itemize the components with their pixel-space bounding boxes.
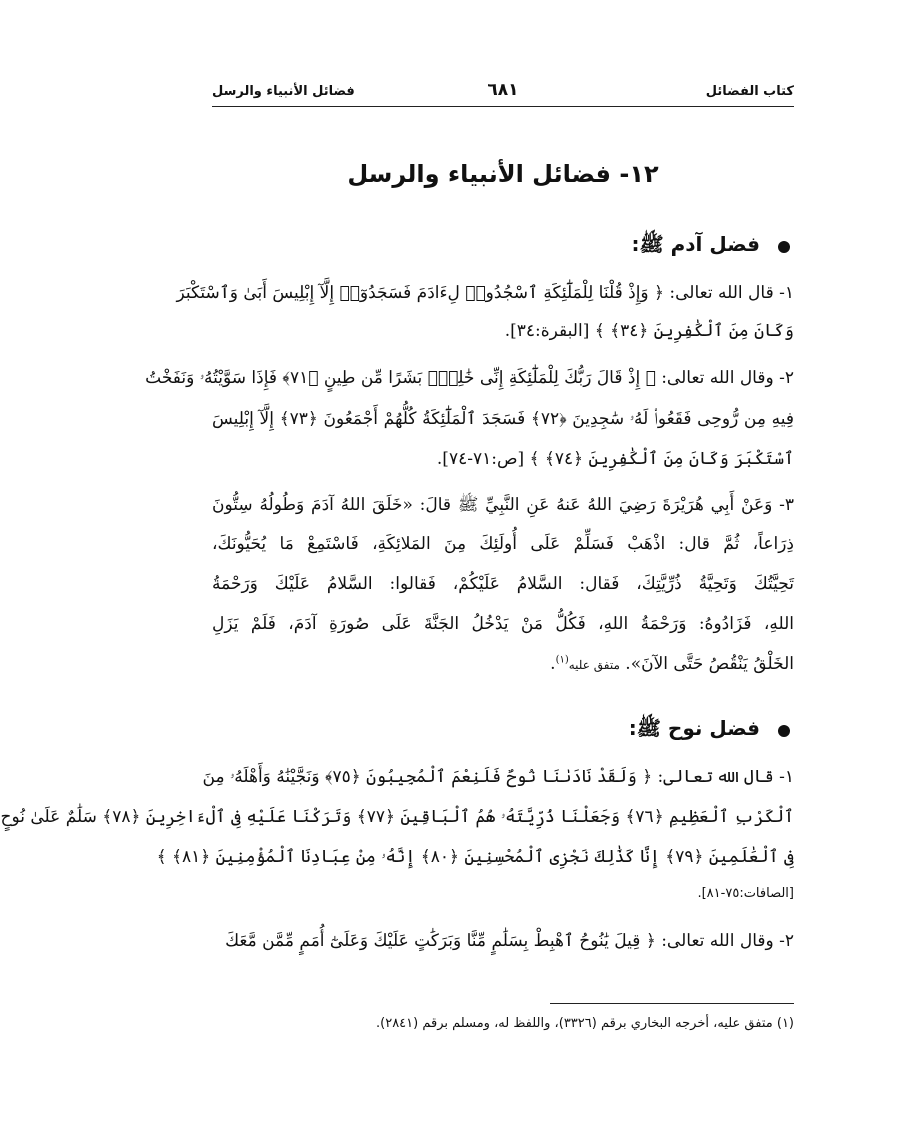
page-number: ٦٨١ (487, 80, 519, 100)
section-heading-adam (208, 232, 790, 261)
item-adam-2 (145, 368, 794, 488)
text-line: [الصافات:٧٥-٨١]. (697, 886, 794, 901)
section-heading-text: فضل آدم ﷺ: (631, 232, 760, 256)
hadith-end: الخَلْقُ يَنْقُصُ حَتَّى الآنَ». (625, 654, 794, 674)
item-noah-1 (0, 766, 794, 926)
text-line: ٢- وقال الله تعالى: ﴿ إِذْ قَالَ رَبُّكَ لِلْمَلَٰٓئِكَةِ إِنِّى خَٰلِقٌۢ بَشَرًا مِّن طِينٍ ﴿٧١﴾ فَإِذَا سَوَّيْتُهُۥ وَنَفَخْتُ (145, 368, 794, 388)
agreed-label: متفق عليه (568, 658, 620, 672)
section-heading-text: فضل نوح ﷺ: (628, 716, 760, 740)
footnote: (١) متفق عليه، أخرجه البخاري برقم (٣٣٢٦)، واللفظ له، ومسلم برقم (٢٨٤١). (376, 1016, 794, 1031)
text-line: تَحِيَّتُكَ وَتَحِيَّةُ ذُرِّيَّتِكَ، فَقال: السَّلامُ عَلَيْكُمْ، فَقالوا: السَّلامُ عَلَيْكَ وَرَحْمَةُ (212, 574, 794, 594)
text-line: ١- قال الله تعالى: ﴿ وَلَقَدْ نَادَىٰنَا نُوحٌ فَلَنِعْمَ ٱلْمُجِيبُونَ ﴿٧٥﴾ وَنَجَّيْنَٰهُ وَأَهْلَهُۥ مِنَ (202, 767, 794, 787)
section-heading-noah (208, 716, 790, 745)
item-adam-1 (176, 282, 794, 362)
section-title: فضائل الأنبياء والرسل (212, 84, 355, 99)
footnote-marker: (١) (555, 654, 569, 666)
text-line: فِى ٱلْعَٰلَمِينَ ﴿٧٩﴾ إِنَّا كَذَٰلِكَ نَجْزِى ٱلْمُحْسِنِينَ ﴿٨٠﴾ إِنَّهُۥ مِنْ عِبَادِنَا ٱلْمُؤْمِنِينَ ﴿٨١﴾ ﴾ (156, 847, 794, 867)
footnote-rule (550, 1003, 794, 1004)
text-line: ذِرَاعاً، ثُمَّ قال: اذْهَبْ فَسَلِّمْ عَلَى أُولَئِكَ مِنَ المَلائِكَةِ، فَاسْتَمِعْ مَا يُحَيُّونَكَ، (212, 534, 794, 554)
text-line: ٱلْكَرْبِ ٱلْعَظِيمِ ﴿٧٦﴾ وَجَعَلْنَا ذُرِّيَّتَهُۥ هُمُ ٱلْبَاقِينَ ﴿٧٧﴾ وَتَرَكْنَا عَلَيْهِ فِى ٱلْءَاخِرِينَ ﴿٧٨﴾ سَلَٰمٌ عَلَىٰ نُوحٍ (0, 807, 794, 827)
item-noah-2 (212, 930, 794, 970)
running-head (212, 80, 794, 107)
bullet-icon (778, 241, 790, 253)
text-line: وَكَانَ مِنَ ٱلْكَٰفِرِينَ ﴿٣٤﴾ ﴾ [البقرة:٣٤]. (504, 321, 794, 341)
text-line: ١- قال الله تعالى: ﴿ وَإِذْ قُلْنَا لِلْمَلَٰٓئِكَةِ ٱسْجُدُوا۟ لِءَادَمَ فَسَجَدُوٓا۟ إِلَّآ إِبْلِيسَ أَبَىٰ وَٱسْتَكْبَرَ (176, 283, 794, 303)
text-line: اللهِ، فَزَادُوهُ: وَرَحْمَةُ اللهِ، فَكُلُّ مَنْ يَدْخُلُ الجَنَّةَ عَلَى صُورَةِ آدَمَ، فَلَمْ يَزَلِ (212, 614, 794, 634)
text-line: ٱسْتَكْبَرَ وَكَانَ مِنَ ٱلْكَٰفِرِينَ ﴿٧٤﴾ ﴾ [ص:٧١-٧٤]. (436, 449, 794, 469)
text-line: فِيهِ مِن رُّوحِى فَقَعُوا۟ لَهُۥ سَٰجِدِينَ ﴿٧٢﴾ فَسَجَدَ ٱلْمَلَٰٓئِكَةُ كُلُّهُمْ أَجْمَعُونَ ﴿٧٣﴾ إِلَّآ إِبْلِيسَ (212, 409, 794, 429)
chapter-title: ١٢- فضائل الأنبياء والرسل (347, 160, 659, 188)
text-line: ٢- وقال الله تعالى: ﴿ قِيلَ يَٰنُوحُ ٱهْبِطْ بِسَلَٰمٍ مِّنَّا وَبَرَكَٰتٍ عَلَيْكَ وَعَلَىٰٓ أُمَمٍ مِّمَّن مَّعَكَ (225, 931, 794, 951)
item-adam-3 (212, 494, 794, 694)
text-line-final: الخَلْقُ يَنْقُصُ حَتَّى الآنَ». متفق عليه$^{(١)}$. (550, 654, 794, 674)
bullet-icon (778, 725, 790, 737)
text-line: ٣- وَعَنْ أَبِي هُرَيْرَةَ رَضِيَ اللهُ عَنهُ عَنِ النَّبِيِّ ﷺ قالَ: «خَلَقَ اللهُ آدَمَ وَطُولُهُ سِتُّونَ (212, 495, 794, 515)
book-title: كتاب الفضائل (705, 84, 794, 99)
